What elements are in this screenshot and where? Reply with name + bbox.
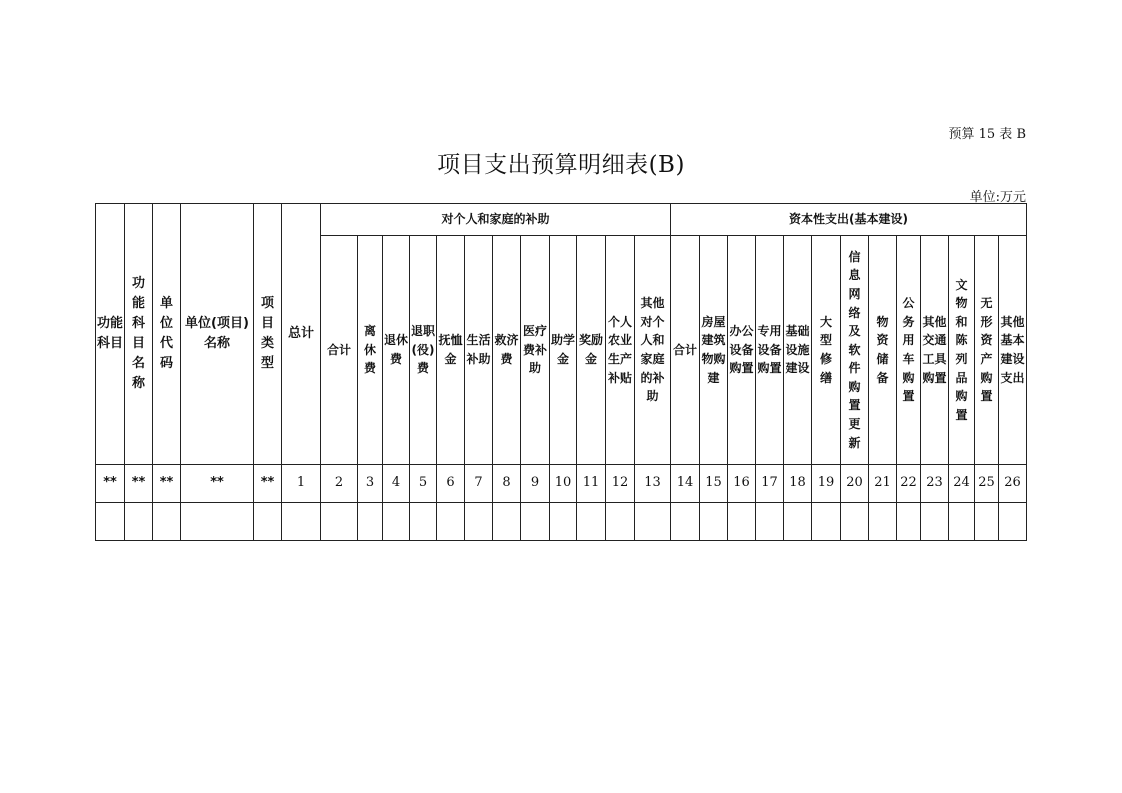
table-cell[interactable] <box>521 503 550 541</box>
table-cell[interactable] <box>282 503 321 541</box>
header-cell: 功能科目名称 <box>125 204 153 465</box>
header-cell: 其他交通工具购置 <box>921 236 949 465</box>
header-cell: 奖励金 <box>577 236 606 465</box>
header-cell: 合计 <box>321 236 358 465</box>
header-cell: 项目类型 <box>254 204 282 465</box>
column-number-cell: 20 <box>841 465 869 503</box>
table-cell[interactable] <box>921 503 949 541</box>
header-cell: 个人农业生产补贴 <box>606 236 635 465</box>
column-number-cell: 5 <box>410 465 437 503</box>
column-number-cell: 22 <box>897 465 921 503</box>
header-cell: 其他基本建设支出 <box>999 236 1027 465</box>
table-row <box>96 503 1027 541</box>
table-cell[interactable] <box>700 503 728 541</box>
column-number-cell: 3 <box>358 465 383 503</box>
column-number-cell: 10 <box>550 465 577 503</box>
column-number-cell: 11 <box>577 465 606 503</box>
header-cell: 基础设施建设 <box>784 236 812 465</box>
header-cell: 房屋建筑物购建 <box>700 236 728 465</box>
table-cell[interactable] <box>410 503 437 541</box>
column-number-cell: 25 <box>975 465 999 503</box>
table-cell[interactable] <box>784 503 812 541</box>
header-cell: 抚恤金 <box>437 236 465 465</box>
header-cell: 总计 <box>282 204 321 465</box>
column-number-cell: 13 <box>635 465 671 503</box>
header-cell: 退休费 <box>383 236 410 465</box>
column-number-cell: ** <box>96 465 125 503</box>
table-cell[interactable] <box>254 503 282 541</box>
column-number-cell: 14 <box>671 465 700 503</box>
table-cell[interactable] <box>841 503 869 541</box>
table-cell[interactable] <box>437 503 465 541</box>
column-number-cell: ** <box>125 465 153 503</box>
header-cell: 办公设备购置 <box>728 236 756 465</box>
table-cell[interactable] <box>96 503 125 541</box>
column-number-cell: 7 <box>465 465 493 503</box>
column-number-cell: ** <box>254 465 282 503</box>
header-row-groups <box>96 204 1027 236</box>
table-cell[interactable] <box>153 503 181 541</box>
table-cell[interactable] <box>550 503 577 541</box>
table-cell[interactable] <box>999 503 1027 541</box>
table-cell[interactable] <box>358 503 383 541</box>
column-number-cell: 24 <box>949 465 975 503</box>
table-cell[interactable] <box>812 503 841 541</box>
table-cell[interactable] <box>577 503 606 541</box>
column-number-cell: 15 <box>700 465 728 503</box>
header-cell: 信息网络及软件购置更新 <box>841 236 869 465</box>
column-number-cell: 18 <box>784 465 812 503</box>
table-cell[interactable] <box>181 503 254 541</box>
column-number-cell: 9 <box>521 465 550 503</box>
column-number-cell: 4 <box>383 465 410 503</box>
column-number-cell: 12 <box>606 465 635 503</box>
header-cell: 文物和陈列品购置 <box>949 236 975 465</box>
header-cell: 医疗费补助 <box>521 236 550 465</box>
header-cell: 单位(项目)名称 <box>181 204 254 465</box>
header-cell: 合计 <box>671 236 700 465</box>
column-number-cell: ** <box>181 465 254 503</box>
column-number-cell: 16 <box>728 465 756 503</box>
table-cell[interactable] <box>671 503 700 541</box>
header-cell: 功能科目 <box>96 204 125 465</box>
column-number-cell: 17 <box>756 465 784 503</box>
table-cell[interactable] <box>606 503 635 541</box>
table-cell[interactable] <box>125 503 153 541</box>
column-number-cell: 19 <box>812 465 841 503</box>
header-cell: 助学金 <box>550 236 577 465</box>
table-cell[interactable] <box>897 503 921 541</box>
table-cell[interactable] <box>728 503 756 541</box>
page-title: 项目支出预算明细表(B) <box>437 152 685 178</box>
header-cell: 单位代码 <box>153 204 181 465</box>
table-cell[interactable] <box>756 503 784 541</box>
header-cell: 离休费 <box>358 236 383 465</box>
column-number-cell: 1 <box>282 465 321 503</box>
header-cell: 救济费 <box>493 236 521 465</box>
column-number-row <box>96 465 1027 503</box>
column-number-cell: 2 <box>321 465 358 503</box>
group-header-capital-expenditure: 资本性支出(基本建设) <box>671 204 1027 236</box>
header-cell: 专用设备购置 <box>756 236 784 465</box>
table-cell[interactable] <box>493 503 521 541</box>
table-cell[interactable] <box>321 503 358 541</box>
table-cell[interactable] <box>383 503 410 541</box>
budget-table <box>95 203 1027 541</box>
unit-label: 单位:万元 <box>969 190 1026 205</box>
header-cell: 无形资产购置 <box>975 236 999 465</box>
header-cell: 生活补助 <box>465 236 493 465</box>
table-cell[interactable] <box>949 503 975 541</box>
header-cell: 物资储备 <box>869 236 897 465</box>
table-cell[interactable] <box>465 503 493 541</box>
column-number-cell: 8 <box>493 465 521 503</box>
header-cell: 其他对个人和家庭的补助 <box>635 236 671 465</box>
table-cell[interactable] <box>975 503 999 541</box>
form-code: 预算 15 表 B <box>948 127 1026 142</box>
column-number-cell: 21 <box>869 465 897 503</box>
header-cell: 公务用车购置 <box>897 236 921 465</box>
group-header-personal-subsidy: 对个人和家庭的补助 <box>321 204 671 236</box>
table-cell[interactable] <box>635 503 671 541</box>
column-number-cell: 26 <box>999 465 1027 503</box>
header-cell: 退职(役)费 <box>410 236 437 465</box>
column-number-cell: ** <box>153 465 181 503</box>
table-cell[interactable] <box>869 503 897 541</box>
header-cell: 大型修缮 <box>812 236 841 465</box>
column-number-cell: 23 <box>921 465 949 503</box>
column-number-cell: 6 <box>437 465 465 503</box>
